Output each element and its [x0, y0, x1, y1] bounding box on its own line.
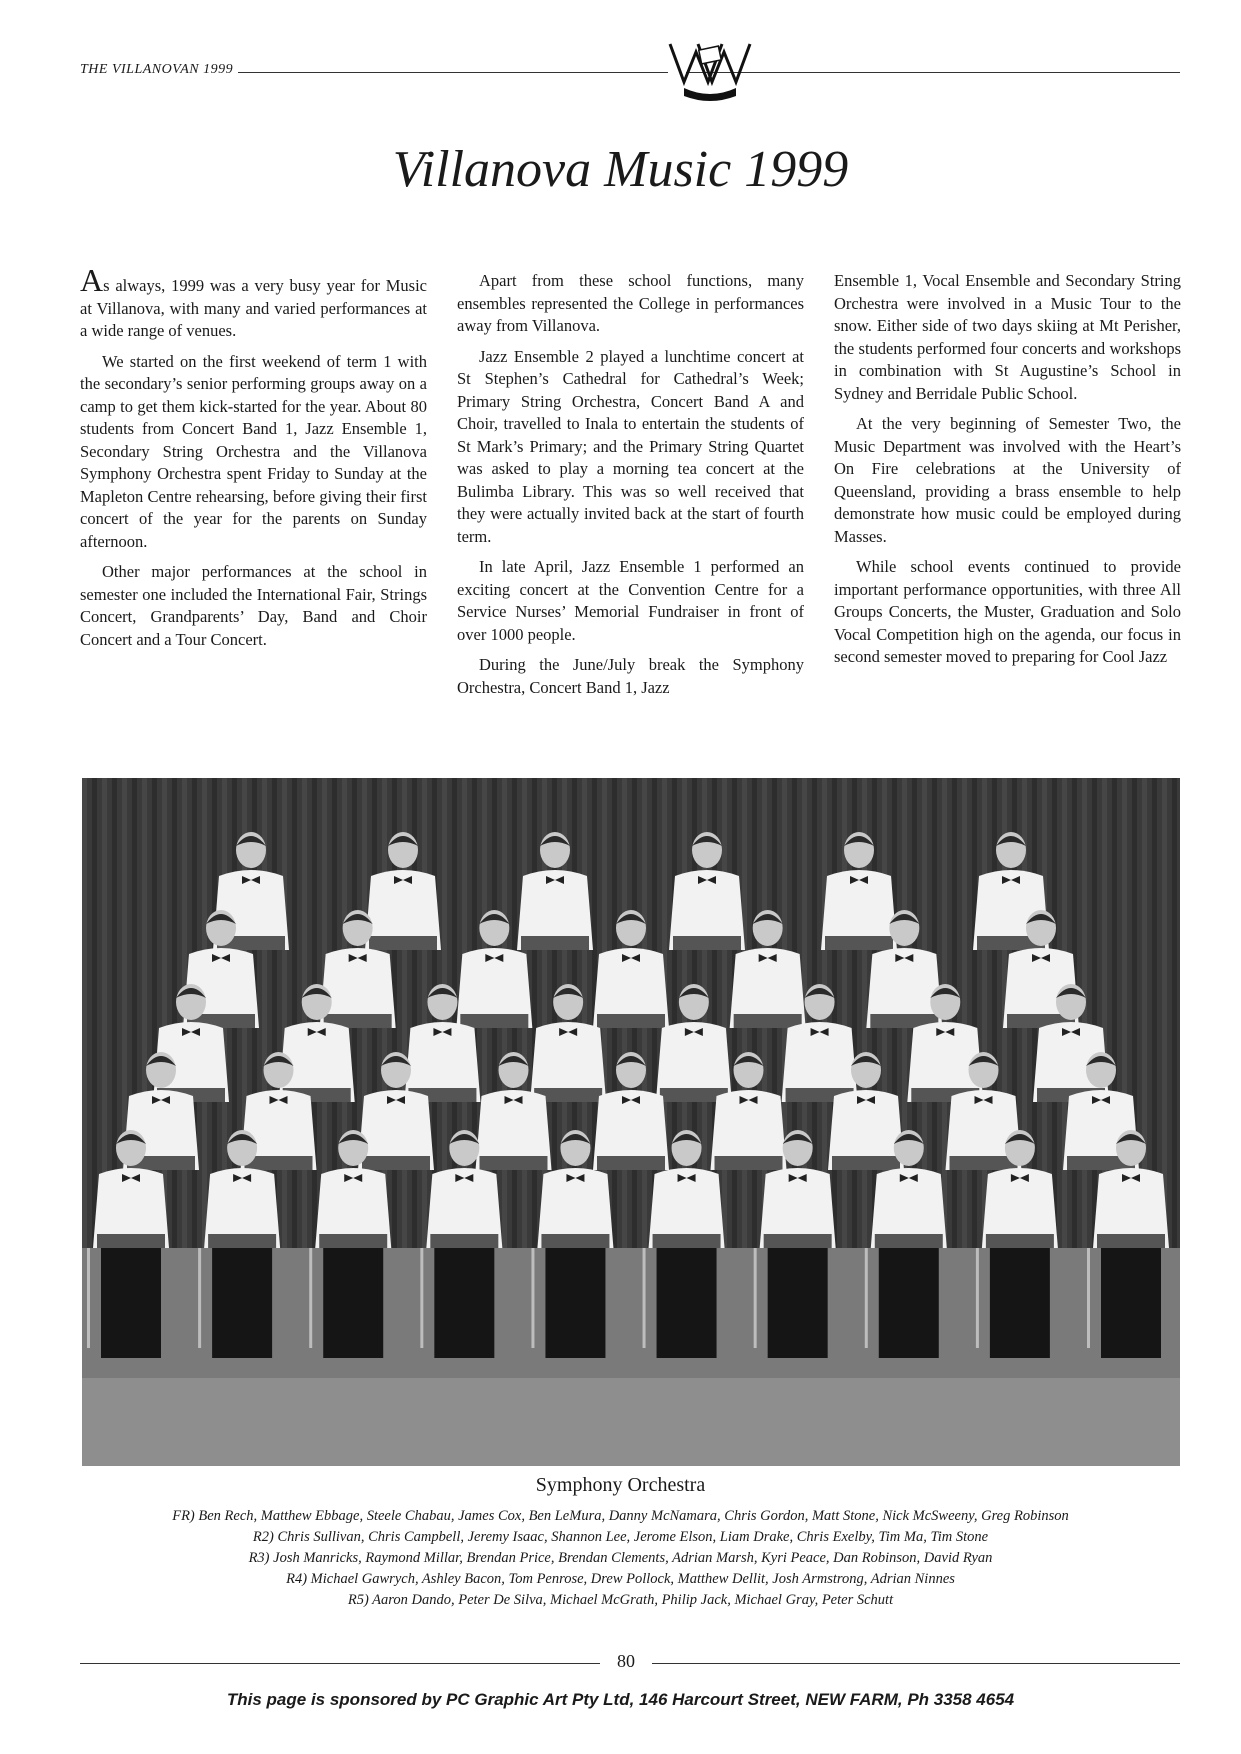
footer-rule-right: [652, 1663, 1180, 1664]
running-header: [80, 52, 1180, 100]
article-body: [80, 270, 1182, 752]
caption-row: R2) Chris Sullivan, Chris Campbell, Jeremy Isaac, Shannon Lee, Jerome Elson, Liam Drake, Chris Exelby, Tim Ma, Tim Stone: [252, 1529, 989, 1545]
paragraph: Ensemble 1, Vocal Ensemble and Secondary String Orchestra were involved in a Music Tour to the snow. Either side of two days skiing at Mt Perisher, the students performed four concerts and workshops in combination with St Augustine’s School in Sydney and Berridale Public School.: [834, 271, 1181, 403]
paragraph-text: s always, 1999 was a very busy year for Music at Villanova, with many and varied performances at a wide range of venues.: [80, 276, 427, 340]
caption-row: R4) Michael Gawrych, Ashley Bacon, Tom Penrose, Drew Pollock, Matthew Dellit, Josh Armstrong, Adrian Ninnes: [286, 1571, 955, 1587]
header-rule-left: [238, 72, 668, 73]
caption-row: R5) Aaron Dando, Peter De Silva, Michael McGrath, Philip Jack, Michael Gray, Peter Schutt: [347, 1592, 894, 1608]
sponsor-line: This page is sponsored by PC Graphic Art Pty Ltd, 146 Harcourt Street, NEW FARM, Ph 3358 4654: [226, 1690, 1015, 1709]
paragraph: During the June/July break the Symphony Orchestra, Concert Band 1, Jazz: [457, 655, 804, 697]
paragraph: While school events continued to provide important performance opportunities, with three All Groups Concerts, the Muster, Graduation and Solo Vocal Competition high on the agenda, our focus in second semester moved to preparing for Cool Jazz: [834, 557, 1181, 666]
drop-cap: A: [80, 270, 104, 298]
paragraph: At the very beginning of Semester Two, the Music Department was involved with the Heart’s On Fire celebrations at the University of Queensland, providing a brass ensemble to help demonstrate how music could be employed during Masses.: [834, 414, 1181, 546]
paragraph: Apart from these school functions, many ensembles represented the College in performances away from Villanova.: [457, 271, 804, 335]
footer-rule-left: [80, 1663, 600, 1664]
header-rule-right: [686, 72, 1180, 73]
photo-illustration: [82, 778, 1180, 1466]
orchestra-group-photo: [82, 778, 1180, 1466]
caption-row: R3) Josh Manricks, Raymond Millar, Brendan Price, Brendan Clements, Adrian Marsh, Kyri Peace, Dan Robinson, David Ryan: [248, 1550, 993, 1566]
paragraph: We started on the first weekend of term 1 with the secondary’s senior performing groups away on a camp to get them kick-started for the year. About 80 students from Concert Band 1, Jazz Ensemble 1, Secondary String Orchestra and the Villanova Symphony Orchestra spent Friday to Sunday at the Mapleton Centre rehearsing, before giving their first concert of the year for the parents on Sunday afternoon.: [80, 351, 427, 551]
article-column-3: [834, 270, 1181, 752]
paragraph: Jazz Ensemble 2 played a lunchtime concert at St Stephen’s Cathedral for Cathedral’s Week; Primary String Orchestra, Concert Band A and Choir, travelled to Inala to entertain the students of St Mark’s Primary; and the Primary String Quartet was asked to play a morning tea concert at the Bulimba Library. This was so well received that they were actually invited back at the start of fourth term.: [457, 346, 804, 546]
paragraph: Other major performances at the school in semester one included the International Fair, Strings Concert, Grandparents’ Day, Band and Choir Concert and a Tour Concert.: [80, 562, 427, 649]
article-column-2: [457, 270, 804, 752]
article-column-1: [80, 270, 427, 752]
caption-title: Symphony Orchestra: [535, 1474, 706, 1496]
page-number: 80: [617, 1651, 635, 1671]
journal-title: THE VILLANOVAN 1999: [80, 62, 234, 77]
paragraph: [80, 270, 427, 343]
school-crest-logo: [666, 38, 754, 104]
page-title: Villanova Music 1999: [392, 141, 849, 198]
caption-row: FR) Ben Rech, Matthew Ebbage, Steele Chabau, James Cox, Ben LeMura, Danny McNamara, Chris Gordon, Matt Stone, Nick McSweeny, Greg Robinson: [172, 1508, 1069, 1524]
caption-names: [60, 1506, 1181, 1611]
paragraph: In late April, Jazz Ensemble 1 performed an exciting concert at the Convention Centre for a Service Nurses’ Memorial Fundraiser in front of over 1000 people.: [457, 557, 804, 644]
